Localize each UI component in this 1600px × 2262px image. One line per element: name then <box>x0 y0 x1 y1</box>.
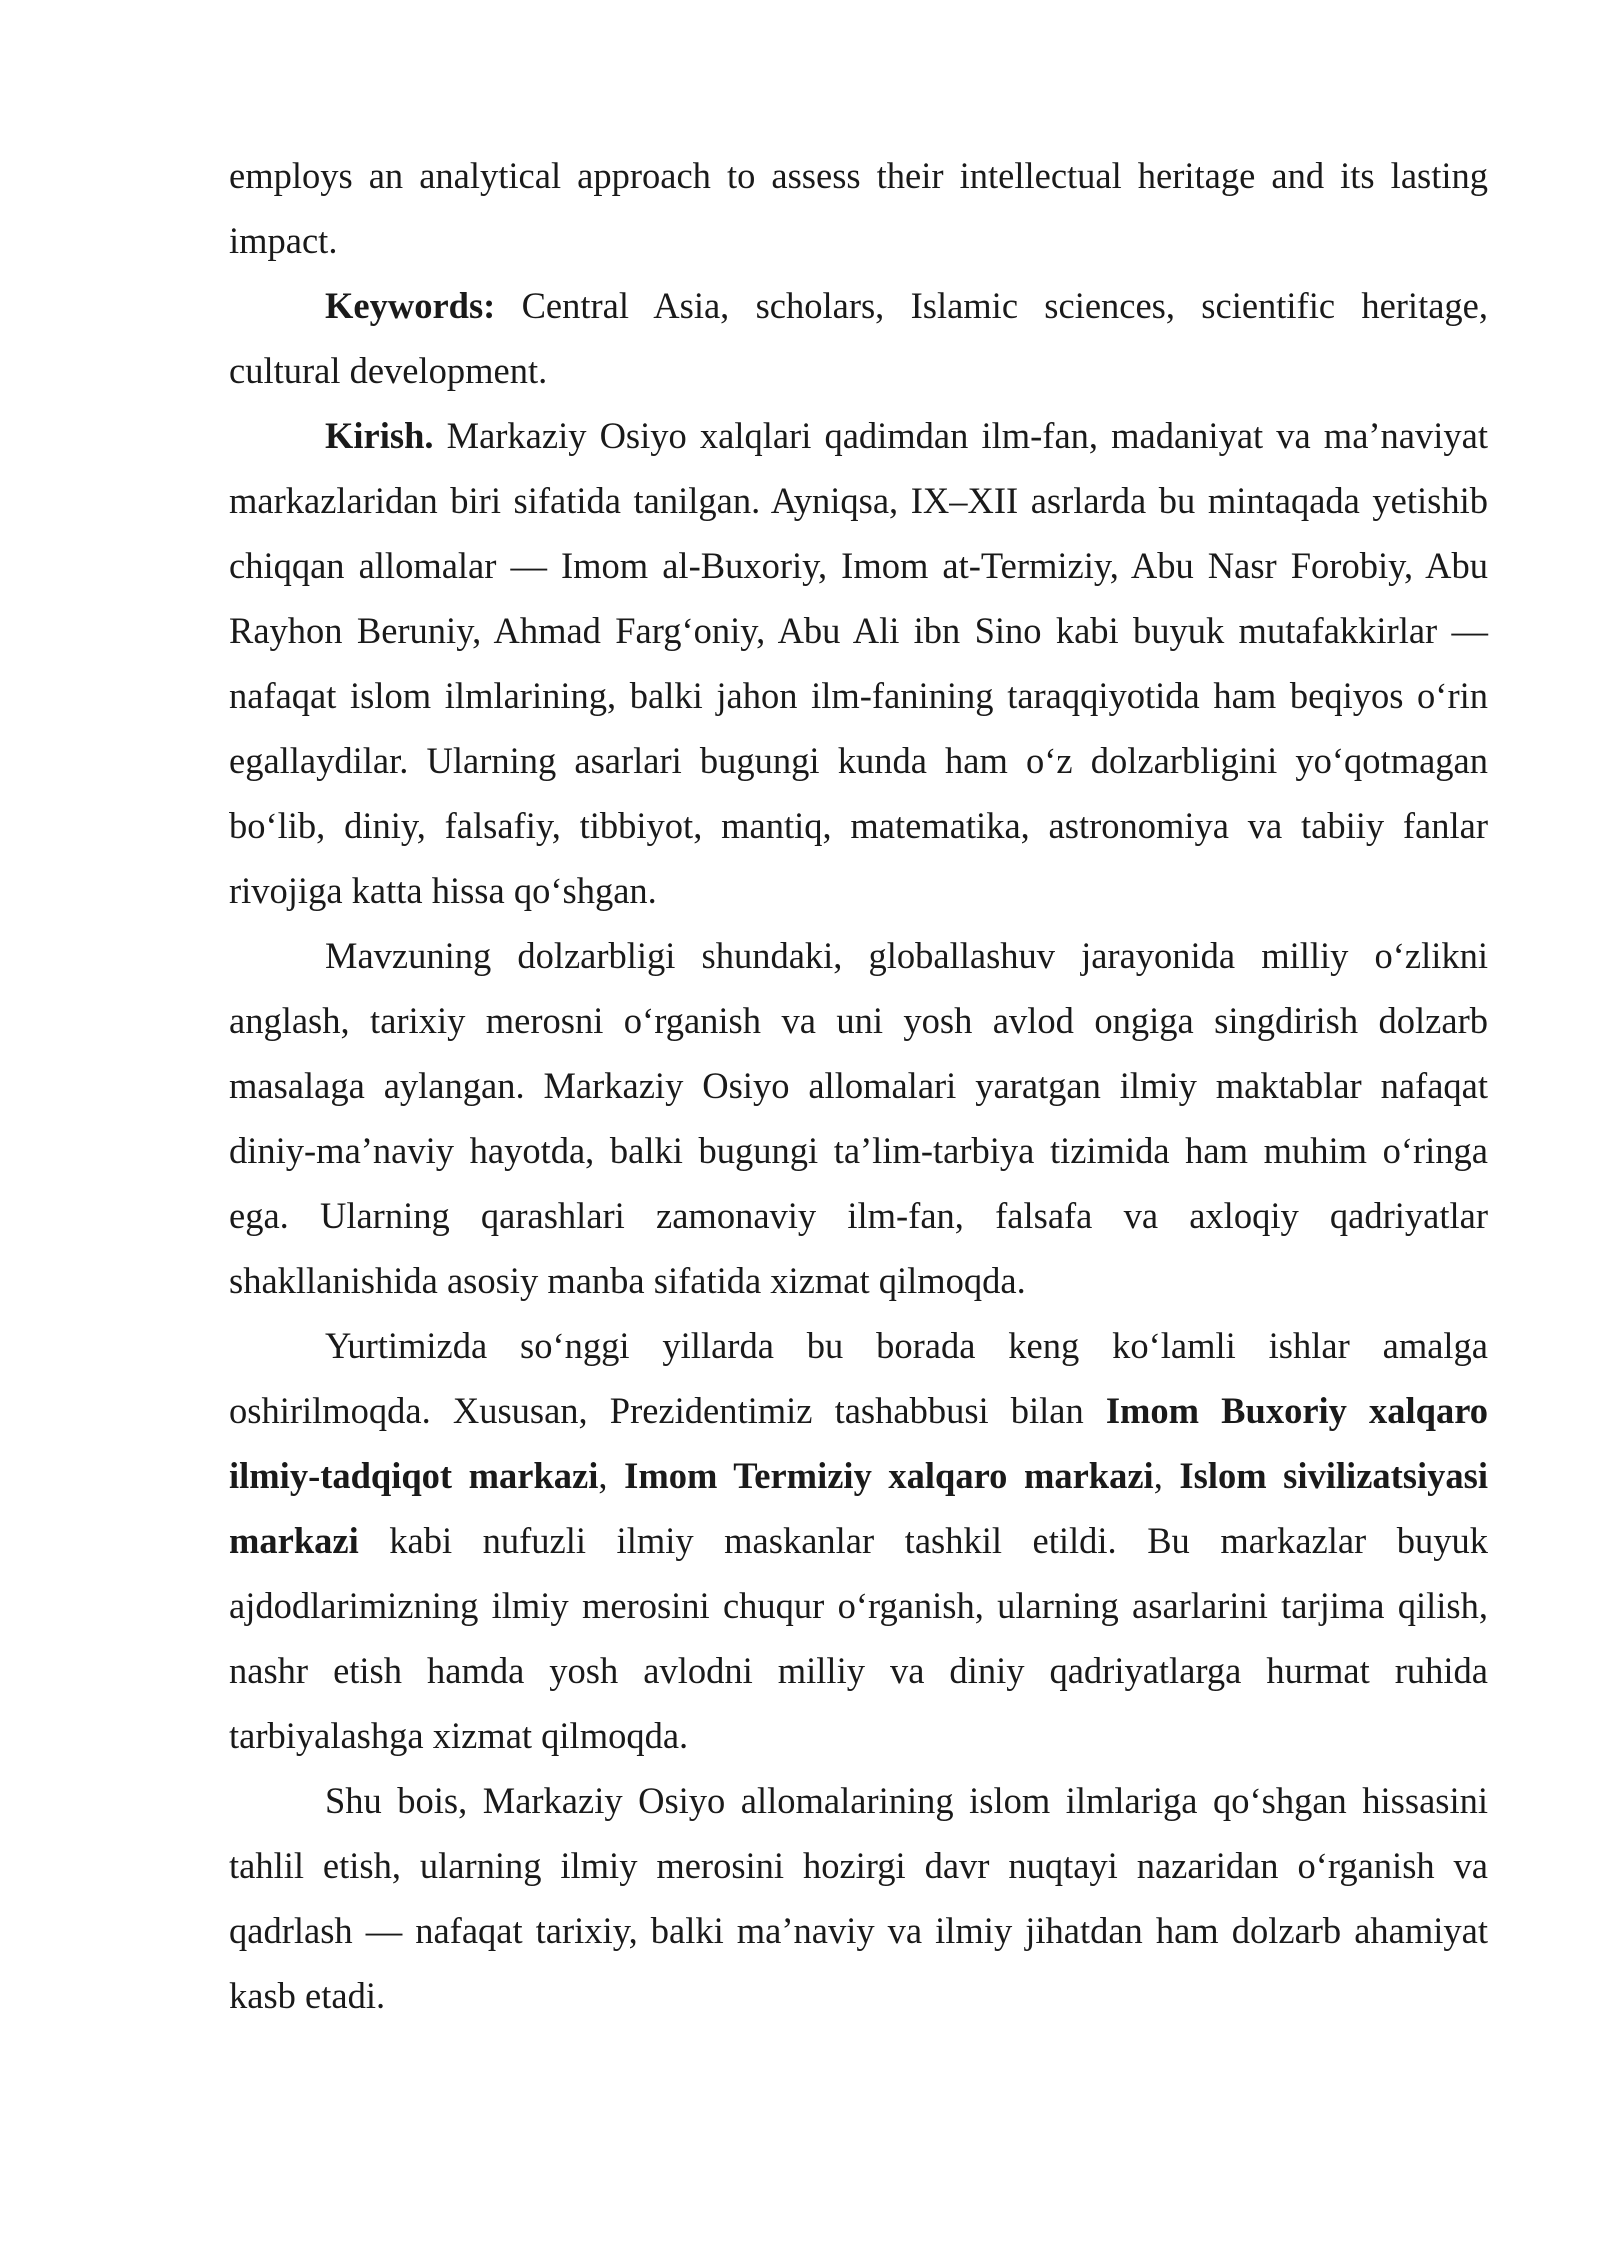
keywords-label: Keywords: <box>325 285 496 326</box>
center-name-islom-sivilizatsiyasi: Islom sivilizatsiyasi markazi <box>229 1455 1488 1561</box>
keywords-paragraph <box>229 273 1488 403</box>
center-name-termiziy: Imom Termiziy xalqaro markazi <box>624 1455 1154 1496</box>
efforts-text-start: Yurtimizda so‘nggi yillarda bu borada keng ko‘lamli ishlar amalga oshirilmoqda. Xususan, Prezidentimiz tashabbusi bilan <box>229 1325 1488 1431</box>
intro-text: Markaziy Osiyo xalqlari qadimdan ilm-fan, madaniyat va ma’naviyat markazlaridan biri sifatida tanilgan. Ayniqsa, IX–XII asrlarda bu mintaqada yetishib chiqqan allomalar — Imom al-Buxoriy, Imom at-Termiziy, Abu Nasr Forobiy, Abu Rayhon Beruniy, Ahmad Farg‘oniy, Abu Ali ibn Sino kabi buyuk mutafakkirlar — nafaqat islom ilmlarining, balki jahon ilm-fanining taraqqiyotida ham beqiyos o‘rin egallaydilar. Ularning asarlari bugungi kunda ham o‘z dolzarbligini yo‘qotmagan bo‘lib, diniy, falsafiy, tibbiyot, mantiq, matematika, astronomiya va tabiiy fanlar rivojiga katta hissa qo‘shgan. <box>229 415 1488 911</box>
conclusion-paragraph: Shu bois, Markaziy Osiyo allomalarining islom ilmlariga qo‘shgan hissasini tahlil etish, ularning ilmiy merosini hozirgi davr nuqtayi nazaridan o‘rganish va qadrlash — nafaqat tarixiy, balki ma’naviy va ilmiy jihatdan ham dolzarb ahamiyat kasb etadi. <box>229 1780 1488 2016</box>
efforts-paragraph <box>229 1313 1488 1768</box>
efforts-separator: , <box>1153 1455 1180 1496</box>
document-page <box>229 143 1488 2028</box>
center-name-buxoriy: Imom Buxoriy xalqaro ilmiy-tadqiqot markazi <box>229 1390 1488 1496</box>
intro-paragraph <box>229 403 1488 923</box>
efforts-text-end: kabi nufuzli ilmiy maskanlar tashkil etildi. Bu markazlar buyuk ajdodlarimizning ilmiy merosini chuqur o‘rganish, ularning asarlarini tarjima qilish, nashr etish hamda yosh avlodni milliy va diniy qadriyatlarga hurmat ruhida tarbiyalashga xizmat qilmoqda. <box>229 1520 1488 1756</box>
relevance-paragraph: Mavzuning dolzarbligi shundaki, globallashuv jarayonida milliy o‘zlikni anglash, tarixiy merosni o‘rganish va uni yosh avlod ongiga singdirish dolzarb masalaga aylangan. Markaziy Osiyo allomalari yaratgan ilmiy maktablar nafaqat diniy-ma’naviy hayotda, balki bugungi ta’lim-tarbiya tizimida ham muhim o‘ringa ega. Ularning qarashlari zamonaviy ilm-fan, falsafa va axloqiy qadriyatlar shakllanishida asosiy manba sifatida xizmat qilmoqda. <box>229 935 1488 1301</box>
intro-label: Kirish. <box>325 415 434 456</box>
keywords-text: Central Asia, scholars, Islamic sciences, scientific heritage, cultural development. <box>229 285 1488 391</box>
abstract-continuation: employs an analytical approach to assess their intellectual heritage and its lasting impact. <box>229 155 1488 261</box>
efforts-separator: , <box>598 1455 625 1496</box>
